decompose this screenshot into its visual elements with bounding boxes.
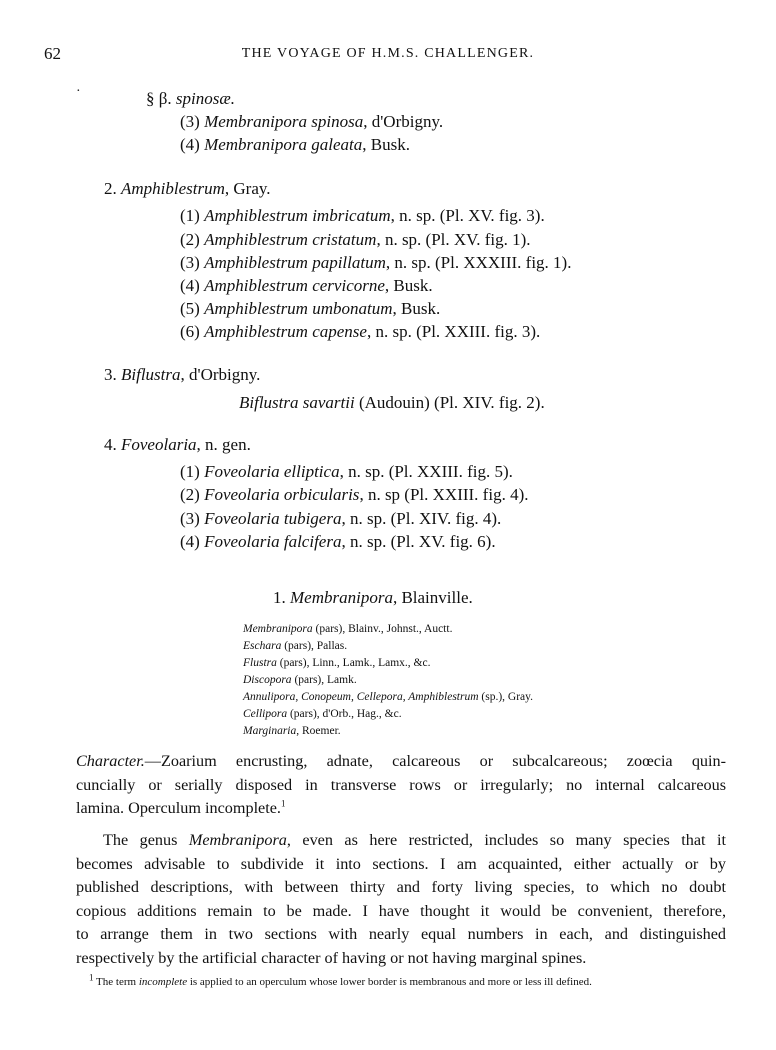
species-citation: , n. sp. (Pl. XXIII. fig. 5). xyxy=(339,462,513,481)
list-item xyxy=(180,134,410,156)
paragraph-line-3: published descriptions, with between thirty and forty living species, to which no doubt xyxy=(76,878,726,897)
paragraph-line-1 xyxy=(76,829,726,853)
item-number: (4) xyxy=(180,135,200,154)
species-name: Membranipora spinosa xyxy=(204,112,364,131)
genus-name: Foveolaria xyxy=(121,435,197,454)
species-name: Amphiblestrum umbonatum xyxy=(204,299,393,318)
species-name: Amphiblestrum imbricatum xyxy=(204,206,391,225)
list-item xyxy=(180,531,496,553)
species-name: Amphiblestrum papillatum xyxy=(204,253,386,272)
list-item xyxy=(180,205,545,227)
species-citation: , Busk. xyxy=(362,135,410,154)
synonym-line xyxy=(243,723,341,739)
species-citation: , Busk. xyxy=(392,299,441,318)
genus-name: Biflustra xyxy=(121,365,181,384)
character-paragraph xyxy=(76,750,726,821)
species-citation: , n. sp. (Pl. XXXIII. fig. 1). xyxy=(385,253,572,272)
synonym-name: Eschara xyxy=(243,640,282,652)
item-number: (2) xyxy=(180,485,200,504)
genus-number: 4. xyxy=(104,435,117,454)
section-beta-name: spinosæ. xyxy=(175,89,235,108)
genus-number: 3. xyxy=(104,365,117,384)
genus-author: , d'Orbigny. xyxy=(180,365,261,384)
footnote-text: The term xyxy=(93,976,139,988)
species-citation: , n. sp. (Pl. XXIII. fig. 3). xyxy=(366,322,541,341)
section-beta-prefix: § β. xyxy=(146,89,172,108)
synonym-name: Marginaria xyxy=(243,725,297,737)
paragraph-line-5: to arrange them in two sections with nearly equal numbers in each, and distinguished xyxy=(76,925,726,944)
body-paragraph xyxy=(76,829,726,971)
list-item xyxy=(180,321,540,343)
list-item xyxy=(180,111,443,133)
paragraph-text: , even as here restricted, includes so many species that it xyxy=(286,831,726,849)
species-name: Biflustra savartii xyxy=(239,393,355,412)
section-beta-heading xyxy=(146,88,235,110)
genus-name: Amphiblestrum xyxy=(121,179,225,198)
genus-heading-foveolaria xyxy=(104,434,251,456)
item-number: (3) xyxy=(180,509,200,528)
species-citation: (Audouin) (Pl. XIV. fig. 2). xyxy=(354,393,545,412)
synonym-line xyxy=(243,638,347,654)
section-heading-membranipora xyxy=(273,587,473,609)
species-citation: , Busk. xyxy=(384,276,433,295)
species-name: Amphiblestrum cervicorne xyxy=(204,276,385,295)
item-number: (1) xyxy=(180,206,200,225)
genus-name: Membranipora xyxy=(188,831,287,849)
genus-number: 2. xyxy=(104,179,117,198)
synonym-line xyxy=(243,672,357,688)
species-citation: , n. sp. (Pl. XV. fig. 1). xyxy=(376,230,531,249)
character-text: —Zoarium encrusting, adnate, calcareous or subcalcareous; zoœcia quin- xyxy=(144,752,726,770)
footnote-mark: 1 xyxy=(89,972,94,983)
footnote xyxy=(89,972,592,988)
synonym-line xyxy=(243,621,452,637)
paragraph-line-4: copious additions remain to be made. I have thought it would be convenient, therefore, xyxy=(76,901,726,920)
list-item xyxy=(180,484,528,506)
list-item xyxy=(180,252,571,274)
character-text: lamina. Operculum incomplete. xyxy=(76,799,281,818)
synonym-citation: (pars), Blainv., Johnst., Auctt. xyxy=(312,623,453,635)
synonym-name: Annulipora, Conopeum, Cellepora, Amphiblestrum xyxy=(243,691,479,703)
genus-author: , Gray. xyxy=(224,179,271,198)
synonym-name: Membranipora xyxy=(243,623,313,635)
species-name: Amphiblestrum cristatum xyxy=(204,230,377,249)
page-number: 62 xyxy=(44,44,61,63)
footnote-ref: 1 xyxy=(280,798,286,809)
species-citation: , n. sp. (Pl. XIV. fig. 4). xyxy=(341,509,502,528)
character-line-1 xyxy=(76,750,726,774)
species-citation: , n. sp (Pl. XXIII. fig. 4). xyxy=(359,485,529,504)
item-number: (1) xyxy=(180,462,200,481)
item-number: (6) xyxy=(180,322,200,341)
list-item xyxy=(180,275,433,297)
item-number: (4) xyxy=(180,532,200,551)
character-line-2: cuncially or serially disposed in transverse rows or irregularly; no internal calcareous xyxy=(76,775,726,794)
synonym-citation: (pars), Linn., Lamk., Lamx., &c. xyxy=(276,657,431,669)
synonym-line xyxy=(243,706,402,722)
synonym-citation: , Roemer. xyxy=(296,725,341,737)
item-number: (5) xyxy=(180,299,200,318)
species-citation: , n. sp. (Pl. XV. fig. 6). xyxy=(341,532,496,551)
synonym-name: Flustra xyxy=(243,657,277,669)
list-item xyxy=(180,298,440,320)
list-item xyxy=(239,392,545,414)
stray-mark: · xyxy=(76,84,81,99)
character-label: Character. xyxy=(76,752,145,770)
item-number: (4) xyxy=(180,276,200,295)
species-name: Membranipora galeata xyxy=(204,135,363,154)
item-number: (3) xyxy=(180,112,200,131)
synonym-line xyxy=(243,689,533,705)
synonym-citation: (sp.), Gray. xyxy=(478,691,534,703)
synonym-name: Cellipora xyxy=(243,708,288,720)
list-item xyxy=(180,461,513,483)
character-line-3 xyxy=(76,797,726,821)
footnote-term: incomplete xyxy=(138,976,188,988)
section-genus-name: Membranipora xyxy=(290,588,393,607)
running-title: THE VOYAGE OF H.M.S. CHALLENGER. xyxy=(241,46,535,61)
footnote-text: is applied to an operculum whose lower border is membranous and more or less ill defined. xyxy=(187,976,592,988)
synonym-line xyxy=(243,655,431,671)
synonym-citation: (pars), Pallas. xyxy=(281,640,348,652)
synonym-name: Discopora xyxy=(243,674,292,686)
species-name: Foveolaria orbicularis xyxy=(204,485,360,504)
species-name: Amphiblestrum capense xyxy=(204,322,367,341)
item-number: (2) xyxy=(180,230,200,249)
paragraph-line-6: respectively by the artificial character of having or not having marginal spines. xyxy=(76,948,587,967)
list-item xyxy=(180,229,531,251)
genus-heading-biflustra xyxy=(104,364,260,386)
section-number: 1. xyxy=(273,588,286,607)
section-author: , Blainville. xyxy=(392,588,473,607)
species-name: Foveolaria elliptica xyxy=(204,462,340,481)
genus-author: , n. gen. xyxy=(196,435,251,454)
species-name: Foveolaria tubigera xyxy=(204,509,342,528)
species-citation: , n. sp. (Pl. XV. fig. 3). xyxy=(390,206,545,225)
synonym-citation: (pars), Lamk. xyxy=(291,674,357,686)
genus-heading-amphiblestrum xyxy=(104,178,271,200)
species-name: Foveolaria falcifera xyxy=(204,532,342,551)
item-number: (3) xyxy=(180,253,200,272)
synonym-citation: (pars), d'Orb., Hag., &c. xyxy=(287,708,402,720)
species-citation: , d'Orbigny. xyxy=(363,112,444,131)
paragraph-text: The genus xyxy=(103,831,189,849)
paragraph-line-2: becomes advisable to subdivide it into sections. I am acquainted, either actually or by xyxy=(76,854,726,873)
list-item xyxy=(180,508,501,530)
